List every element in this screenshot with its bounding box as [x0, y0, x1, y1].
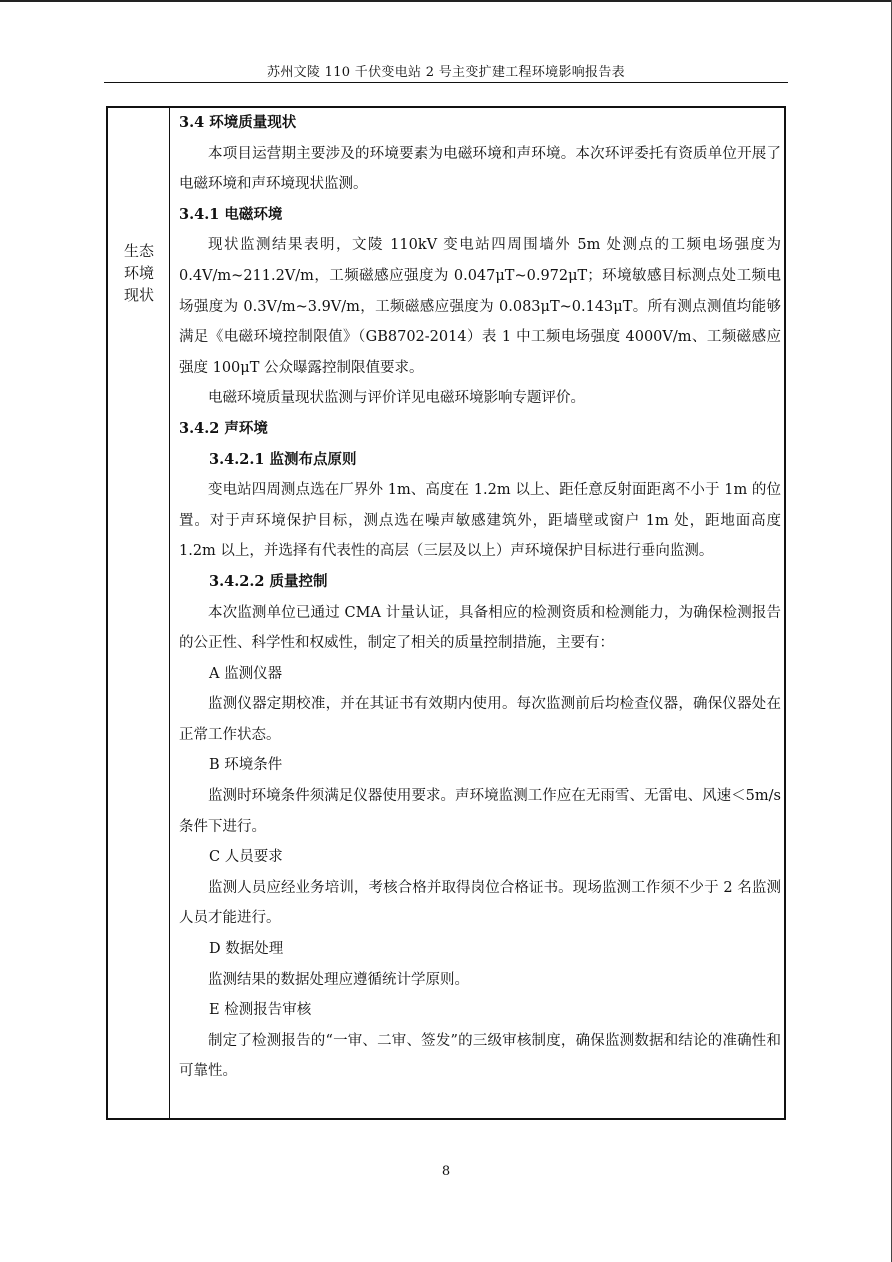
side-label-line: 生态	[123, 242, 154, 260]
list-item-heading: C 人员要求	[209, 849, 283, 866]
content-table	[106, 106, 786, 1120]
body-paragraph: 电磁环境质量现状监测与评价详见电磁环境影响专题评价。	[208, 390, 585, 407]
body-paragraph: 现状监测结果表明，文陵 110kV 变电站四周围墙外 5m 处测点的工频电场强度为 0.4V/m~211.2V/m，工频磁感应强度为 0.047μT~0.972μT；环境敏感目标测点处工频电场强度为 0.3V/m~3.9V/m，工频磁感应强度为 0.083μT~0.143μT。所有测点测值均能够满足《电磁环境控制限值》（GB8702-2014）表 1 中工频电场强度 4000V/m、工频磁感应强度 100μT 公众曝露控制限值要求。	[179, 237, 781, 376]
section-heading: 3.4 环境质量现状	[179, 114, 297, 131]
table-left-column	[108, 108, 170, 1118]
body-paragraph: 监测时环境条件须满足仪器使用要求。声环境监测工作应在无雨雪、无雷电、风速＜5m/s 条件下进行。	[179, 788, 781, 835]
body-paragraph: 本次监测单位已通过 CMA 计量认证，具备相应的检测资质和检测能力，为确保检测报告的公正性、科学性和权威性，制定了相关的质量控制措施，主要有：	[179, 604, 781, 652]
page-number: 8	[441, 1164, 451, 1179]
section-heading: 3.4.1 电磁环境	[179, 205, 283, 223]
header-rule	[104, 82, 788, 83]
list-item-heading: D 数据处理	[209, 941, 284, 958]
side-label-line: 现状	[123, 286, 154, 304]
body-paragraph: 制定了检测报告的“一审、二审、签发”的三级审核制度，确保监测数据和结论的准确性和可靠性。	[179, 1032, 781, 1080]
body-paragraph: 变电站四周测点选在厂界外 1m、高度在 1.2m 以上、距任意反射面距离不小于 1m 的位置。对于声环境保护目标，测点选在噪声敏感建筑外，距墙壁或窗户 1m 处，距地面高度 1.2m 以上，并选择有代表性的高层（三层及以上）声环境保护目标进行垂向监测。	[179, 482, 781, 560]
list-item-heading: E 检测报告审核	[209, 1002, 312, 1019]
subsection-heading: 3.4.2.2 质量控制	[209, 572, 328, 590]
body-paragraph: 监测人员应经业务培训，考核合格并取得岗位合格证书。现场监测工作须不少于 2 名监测人员才能进行。	[179, 879, 781, 927]
body-paragraph: 监测仪器定期校准，并在其证书有效期内使用。每次监测前后均检查仪器，确保仪器处在正常工作状态。	[179, 696, 781, 743]
table-content-cell	[179, 108, 781, 1087]
section-side-label	[108, 240, 170, 306]
list-item-heading: B 环境条件	[209, 757, 283, 774]
body-paragraph: 监测结果的数据处理应遵循统计学原则。	[208, 971, 469, 988]
document-header-title: 苏州文陵 110 千伏变电站 2 号主变扩建工程环境影响报告表	[267, 65, 625, 80]
side-label-line: 环境	[123, 264, 154, 282]
body-paragraph: 本项目运营期主要涉及的环境要素为电磁环境和声环境。本次环评委托有资质单位开展了电磁环境和声环境现状监测。	[179, 145, 781, 193]
page-top-border	[0, 0, 892, 2]
section-heading: 3.4.2 声环境	[179, 419, 268, 437]
list-item-heading: A 监测仪器	[209, 665, 283, 682]
subsection-heading: 3.4.2.1 监测布点原则	[209, 450, 357, 468]
